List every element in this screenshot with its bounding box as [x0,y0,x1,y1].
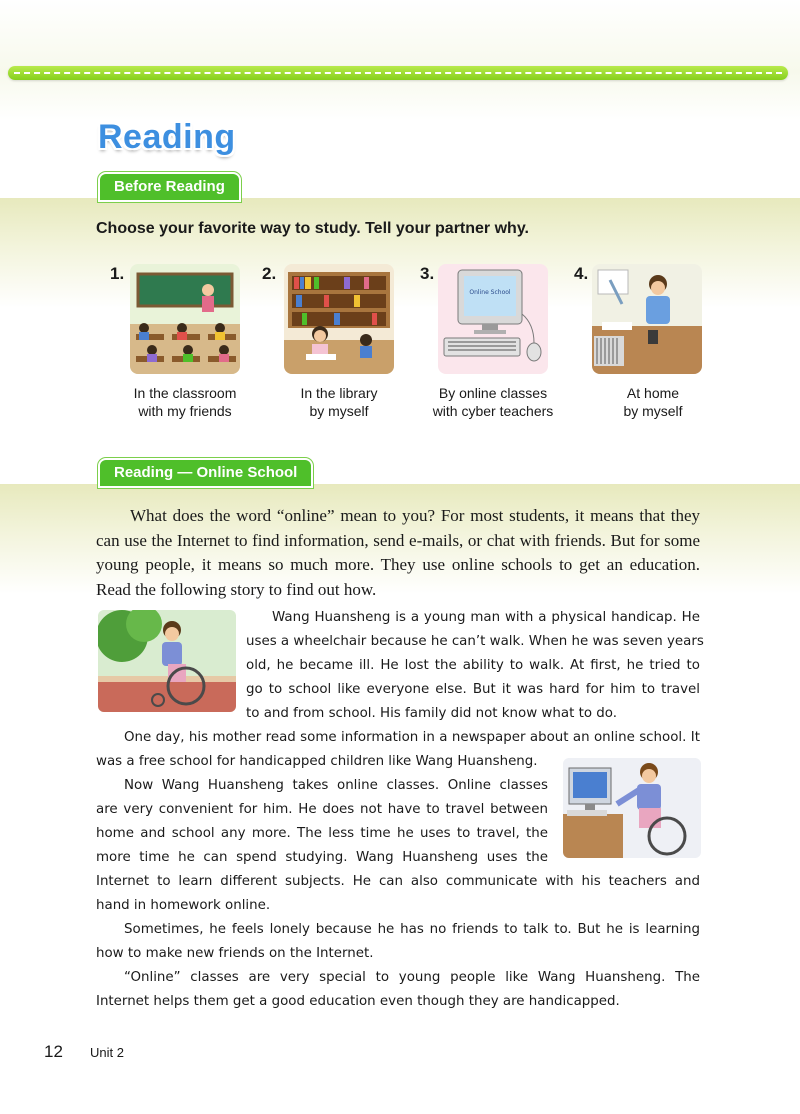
caption-line: by myself [309,403,369,419]
option-caption [408,384,578,420]
caption-line: with cyber teachers [432,403,554,419]
story-line: Sometimes, he feels lonely because he has no friends to talk to. But he is learning [124,922,700,937]
story-line: Now Wang Huansheng takes online classes. Online classes [124,778,548,793]
option-caption [254,384,424,420]
story-line: One day, his mother read some information in a newspaper about an online school. It [124,730,700,745]
option-number: 4. [574,264,589,283]
header-band [0,0,800,120]
story-line: go to school like everyone else. But it was hard for him to travel [246,682,700,697]
library-illustration [284,264,394,374]
classroom-illustration [130,264,240,374]
page-number: 12 [44,1042,63,1061]
story-line: are very convenient for him. He does not have to travel between [96,802,548,817]
story-line: more time he can spend studying. Wang Huansheng uses the [96,850,548,865]
story-line: home and school any more. The less time he uses to travel, the [96,826,548,841]
option-number: 2. [262,264,277,283]
intro-text: What does the word “online” mean to you? For most students, it means that they can use the Internet to find information, send e-mails, or chat with friends. But for some young people, it means so much more. They use online schools to get an education. Read the following story to find out how. [96,506,700,599]
computer-illustration [438,264,548,374]
home-study-illustration [592,264,702,374]
before-reading-tab: Before Reading [98,172,241,202]
option-number: 3. [420,264,435,283]
caption-line: by myself [623,403,683,419]
wheelchair-illustration [98,610,236,712]
story-line: how to make new friends on the Internet. [96,946,374,961]
option-caption [568,384,738,420]
story-line: “Online” classes are very special to young people like Wang Huansheng. The [124,970,700,985]
caption-line: In the library [300,385,378,401]
caption-line: At home [626,385,680,401]
screen-text: Online School [469,289,511,296]
caption-line: By online classes [438,385,548,401]
story-line: Wang Huansheng is a young man with a physical handicap. He [272,610,700,625]
story-line: to and from school. His family did not know what to do. [246,706,617,721]
instruction-text: Choose your favorite way to study. Tell your partner why. [96,220,529,237]
story-line: Internet to learn different subjects. He can also communicate with his teachers and [96,874,700,889]
page-title: Reading [98,118,236,156]
story-line: uses a wheelchair because he can’t walk. When he was seven years [246,634,704,649]
decorative-ribbon [8,66,788,80]
story-line: hand in homework online. [96,898,271,913]
caption-line: In the classroom [133,385,237,401]
computer-wheelchair-illustration [563,758,701,858]
story-line: old, he became ill. He lost the ability to walk. At first, he tried to [246,658,700,673]
option-caption [100,384,270,420]
reading-tab: Reading — Online School [98,458,313,488]
story-line: Internet helps them get a good education even though they are handicapped. [96,994,620,1009]
caption-line: with my friends [138,403,232,419]
story-line: was a free school for handicapped children like Wang Huansheng. [96,754,538,769]
intro-paragraph [96,504,700,602]
unit-label: Unit 2 [90,1045,124,1060]
option-number: 1. [110,264,125,283]
